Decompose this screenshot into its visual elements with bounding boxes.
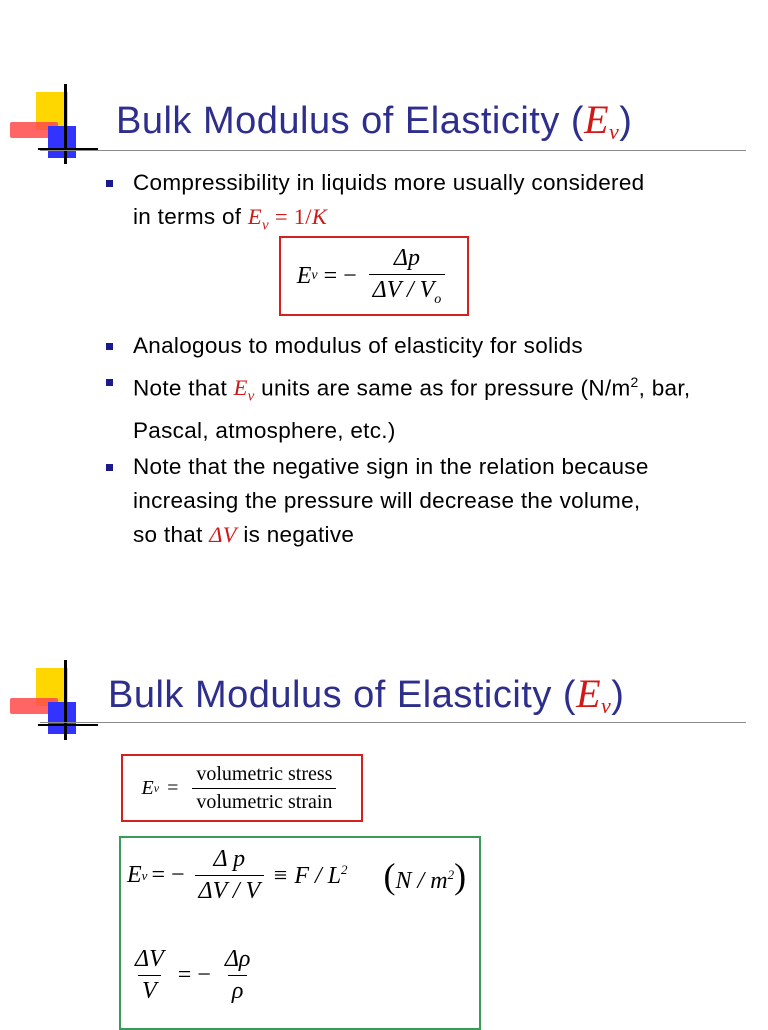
equation-box-bulk-modulus: E v = − $\frac{\Delta p}{\Delta V / V_o}$ — [279, 236, 469, 316]
slide-logo-icon — [10, 84, 110, 168]
fraction: $\frac{\Delta V}{V}$ — [135, 946, 164, 1004]
fraction: $\frac{\Delta\rho}{\rho}$ — [224, 946, 251, 1004]
bullet-units: Note that $E_v$ units are same as for pressure ($N/m^2$, bar, Pascal, atmosphere, etc.) — [106, 365, 726, 448]
bullet-list — [106, 166, 726, 552]
slide-logo-icon — [10, 660, 110, 744]
bullet-compressibility: Compressibility in liquids more usually considered in terms of $E_v = 1/K$ — [106, 166, 726, 243]
equation-line-2: $\frac{\Delta V}{V}$ = − $\frac{\Delta\rho}{\rho}$ — [125, 946, 260, 1005]
page-title: Bulk Modulus of Elasticity $(E_v)$ — [108, 671, 625, 718]
bullet-negative-sign: Note that the negative sign in the relation because increasing the pressure will decrease the volume, so that ΔV is negative — [106, 450, 726, 552]
bullet-analogous: Analogous to modulus of elasticity for solids — [106, 329, 726, 363]
fraction: $\frac{\text{Δ p}}{\Delta V / V}$ — [195, 846, 265, 905]
definition-box: E v = $\frac{\text{volumetric stress}}{\text{volumetric strain}}$ — [121, 754, 363, 822]
slide-2 — [0, 640, 768, 1024]
equation-line-1: E v = − $\frac{\text{Δ p}}{\Delta V / V}$ ≡ F / $L^2$ $(N / m^2)$ — [127, 846, 467, 904]
page-title: Bulk Modulus of Elasticity $(E_v)$ — [116, 97, 633, 144]
inline-math-delta-v: ΔV — [209, 521, 237, 547]
fraction: $\frac{\text{volumetric stress}}{\text{volumetric strain}}$ — [192, 763, 336, 814]
inline-math-ev: $E_v$ — [233, 375, 255, 405]
inline-math-ev-1-over-k: $E_v = 1/K$ — [247, 204, 328, 234]
equation-box-green — [119, 836, 481, 1030]
fraction: $\frac{\Delta p}{\Delta V / V_o}$ — [369, 245, 446, 308]
title-divider — [40, 722, 746, 723]
title-divider — [40, 150, 746, 151]
